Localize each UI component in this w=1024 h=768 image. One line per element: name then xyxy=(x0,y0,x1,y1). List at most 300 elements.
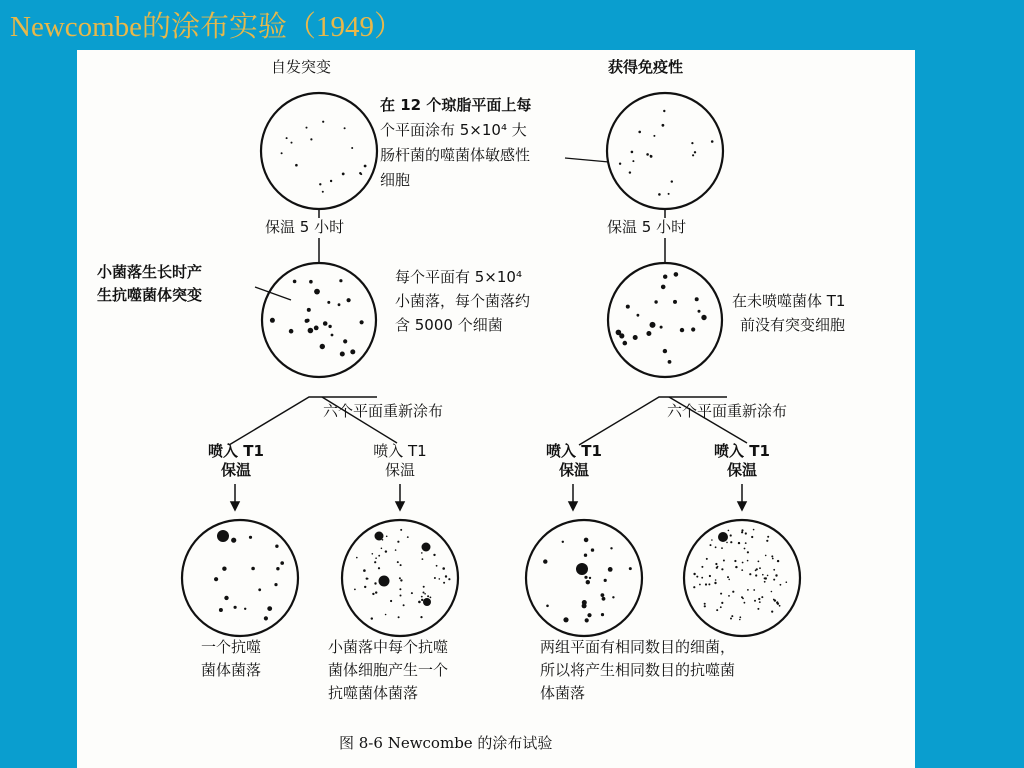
colony-speck xyxy=(715,563,717,565)
colony-speck xyxy=(721,568,723,570)
cell-dot xyxy=(306,127,308,129)
colony-speck xyxy=(608,567,613,572)
microcolony xyxy=(293,280,297,284)
figure-panel xyxy=(77,50,915,768)
colony-speck xyxy=(749,573,751,575)
colony-speck xyxy=(587,613,591,617)
colony-speck xyxy=(705,583,707,585)
colony-speck xyxy=(378,567,380,569)
microcolony xyxy=(673,300,677,304)
cell-dot xyxy=(691,142,693,144)
microcolony xyxy=(663,275,667,279)
cell-dot xyxy=(631,151,634,154)
colony-speck xyxy=(610,547,612,549)
microcolony xyxy=(307,308,311,312)
colony-note-line-2: 小菌落，每个菌落约 xyxy=(395,292,531,310)
colony-speck xyxy=(732,591,734,593)
resistant-colony xyxy=(217,530,229,542)
cell-dot xyxy=(658,193,661,196)
colony-speck xyxy=(727,576,729,578)
colony-speck xyxy=(399,588,401,590)
colony-speck xyxy=(445,575,447,577)
microcolony xyxy=(650,322,656,328)
colony-speck xyxy=(730,541,732,543)
header-acquired-immunity: 获得免疫性 xyxy=(608,58,684,76)
colony-speck xyxy=(767,575,769,577)
colony-speck xyxy=(693,586,695,588)
colony-speck xyxy=(738,542,740,544)
colony-speck xyxy=(728,579,730,581)
colony-speck xyxy=(584,554,587,557)
microcolony xyxy=(328,325,331,328)
colony-speck xyxy=(731,615,733,617)
colony-speck xyxy=(234,606,237,609)
incubate-label-right: 保温 5 小时 xyxy=(607,218,687,236)
colony-speck xyxy=(716,609,718,611)
cell-dot xyxy=(322,121,324,123)
microcolony xyxy=(698,310,701,313)
colony-speck xyxy=(715,579,717,581)
colony-speck xyxy=(366,578,368,580)
cell-dot xyxy=(342,173,345,176)
colony-note-line-3: 含 5000 个细菌 xyxy=(395,316,503,334)
colony-speck xyxy=(381,548,383,550)
colony-speck xyxy=(356,557,358,559)
colony-speck xyxy=(448,578,450,580)
cell-dot xyxy=(351,147,353,149)
plating-note-line-2: 个平面涂布 5×10⁴ 大 xyxy=(380,121,527,139)
colony-speck xyxy=(710,544,712,546)
colony-speck xyxy=(629,567,632,570)
colony-speck xyxy=(786,581,788,583)
colony-speck xyxy=(747,589,749,591)
colony-speck xyxy=(774,599,776,601)
colony-speck xyxy=(777,603,779,605)
colony-speck xyxy=(720,593,722,595)
colony-speck xyxy=(264,616,268,620)
microcolony xyxy=(343,339,347,343)
microcolony xyxy=(680,328,684,332)
cell-dot xyxy=(629,171,631,173)
colony-speck xyxy=(701,577,703,579)
colony-speck xyxy=(773,569,775,571)
microcolony xyxy=(633,335,638,340)
result-one-line-2: 菌体菌落 xyxy=(201,661,262,679)
colony-speck xyxy=(244,608,246,610)
resistant-colony xyxy=(576,563,588,575)
colony-speck xyxy=(757,608,759,610)
colony-speck xyxy=(397,561,399,563)
colony-speck xyxy=(765,577,767,579)
microcolony xyxy=(320,344,325,349)
colony-speck xyxy=(739,619,741,621)
cell-dot xyxy=(694,151,696,153)
colony-speck xyxy=(726,542,728,544)
colony-speck xyxy=(372,593,374,595)
colony-speck xyxy=(753,589,755,591)
colony-speck xyxy=(766,540,768,542)
colony-speck xyxy=(751,536,753,538)
colony-speck xyxy=(222,567,226,571)
colony-speck xyxy=(771,591,773,593)
result-same-line-3: 体菌落 xyxy=(540,684,586,702)
cell-dot xyxy=(646,153,649,156)
colony-speck xyxy=(780,584,782,586)
colony-speck xyxy=(704,603,706,605)
colony-speck xyxy=(742,562,744,564)
colony-speck xyxy=(397,541,399,543)
spray-label-1-line-2: 保温 xyxy=(220,461,251,479)
colony-speck xyxy=(772,558,774,560)
result-many-line-1: 小菌落中每个抗噬 xyxy=(328,638,449,656)
colony-speck xyxy=(374,582,376,584)
slide-title: Newcombe的涂布实验（1949） xyxy=(10,11,404,43)
colony-speck xyxy=(403,604,405,606)
cell-dot xyxy=(653,135,655,137)
colony-speck xyxy=(249,536,252,539)
note-connector xyxy=(565,158,609,162)
mutant-note-line-2: 生抗噬菌体突变 xyxy=(97,286,203,304)
colony-speck xyxy=(421,552,423,554)
spray-label-2-line-2: 保温 xyxy=(384,461,415,479)
colony-speck xyxy=(734,560,736,562)
spray-label-4-line-1: 喷入 T1 xyxy=(714,442,770,460)
resistant-colony xyxy=(422,543,431,552)
colony-speck xyxy=(741,596,743,598)
colony-speck xyxy=(224,596,228,600)
colony-speck xyxy=(371,617,373,619)
dish-bottom-3 xyxy=(526,520,642,636)
microcolony xyxy=(339,279,342,282)
microcolony xyxy=(668,360,672,364)
cell-dot xyxy=(330,180,332,182)
colony-speck xyxy=(399,577,401,579)
colony-speck xyxy=(591,548,594,551)
microcolony xyxy=(314,326,319,331)
colony-speck xyxy=(756,568,758,570)
colony-speck xyxy=(374,561,376,563)
colony-speck xyxy=(546,605,549,608)
colony-speck xyxy=(214,577,218,581)
microcolony xyxy=(674,272,679,277)
microcolony xyxy=(338,303,341,306)
colony-speck xyxy=(251,567,255,571)
mutant-pointer xyxy=(255,287,291,300)
colony-speck xyxy=(704,605,706,607)
colony-speck xyxy=(717,566,719,568)
microcolony xyxy=(327,301,330,304)
microcolony xyxy=(654,300,657,303)
colony-speck xyxy=(708,583,710,585)
colony-speck xyxy=(779,605,781,607)
spray-label-3 xyxy=(543,442,605,480)
colony-speck xyxy=(764,581,766,583)
colony-speck xyxy=(364,586,366,588)
result-same-line-2: 所以将产生相同数目的抗噬菌 xyxy=(540,661,736,679)
spray-arrows xyxy=(231,484,746,510)
colony-speck xyxy=(741,569,743,571)
cell-dot xyxy=(360,173,362,175)
colony-speck xyxy=(699,584,701,586)
result-same-line-1: 两组平面有相同数目的细菌， xyxy=(540,638,736,656)
replate-label-right: 六个平面重新涂布 xyxy=(667,402,788,420)
colony-speck xyxy=(274,583,277,586)
colony-speck xyxy=(762,574,764,576)
colony-speck xyxy=(424,593,426,595)
colony-speck xyxy=(745,532,747,534)
colony-speck xyxy=(706,558,708,560)
colony-speck xyxy=(372,553,374,555)
colony-speck xyxy=(582,603,587,608)
resistant-colony xyxy=(375,532,384,541)
colony-speck xyxy=(219,608,223,612)
cell-dot xyxy=(668,193,670,195)
colony-note-line-1: 每个平面有 5×10⁴ xyxy=(395,268,522,286)
colony-speck xyxy=(385,550,387,552)
cell-dot xyxy=(322,191,324,193)
microcolony xyxy=(314,289,320,295)
cell-dot xyxy=(364,165,367,168)
incubate-label-left: 保温 5 小时 xyxy=(265,218,345,236)
colony-speck xyxy=(744,548,746,550)
microcolony xyxy=(289,329,294,334)
cell-dot xyxy=(650,155,653,158)
microcolony xyxy=(305,319,309,323)
colony-speck xyxy=(420,616,422,618)
resistant-colony xyxy=(379,576,390,587)
header-spontaneous-mutation: 自发突变 xyxy=(271,58,332,76)
colony-speck xyxy=(759,601,761,603)
microcolony xyxy=(660,326,663,329)
colony-speck xyxy=(390,600,392,602)
mutant-note-line-1: 小菌落生长时产 xyxy=(97,263,203,281)
colony-speck xyxy=(744,602,746,604)
colony-speck xyxy=(714,582,716,584)
microcolony xyxy=(646,331,651,336)
colony-speck xyxy=(423,586,425,588)
microcolony xyxy=(360,320,364,324)
colony-speck xyxy=(730,534,732,536)
colony-speck xyxy=(400,564,402,566)
microcolony xyxy=(350,349,355,354)
microcolony xyxy=(347,298,351,302)
colony-speck xyxy=(741,531,743,533)
spray-label-4 xyxy=(711,442,773,480)
colony-speck xyxy=(421,596,423,598)
colony-speck xyxy=(427,595,429,597)
spray-label-3-line-2: 保温 xyxy=(558,461,589,479)
colony-speck xyxy=(386,536,388,538)
colony-speck xyxy=(375,557,377,559)
colony-speck xyxy=(759,567,761,569)
colony-speck xyxy=(430,597,432,599)
colony-speck xyxy=(585,618,589,622)
cell-dot xyxy=(619,163,621,165)
colony-speck xyxy=(407,536,409,538)
colony-speck xyxy=(709,575,711,577)
colony-speck xyxy=(735,566,737,568)
colony-speck xyxy=(720,606,722,608)
colony-speck xyxy=(543,559,547,563)
cell-dot xyxy=(344,127,346,129)
microcolony xyxy=(691,327,695,331)
cell-dot xyxy=(671,180,673,182)
colony-speck xyxy=(280,561,284,565)
colony-speck xyxy=(761,596,763,598)
colony-speck xyxy=(771,555,773,557)
colony-speck xyxy=(601,613,604,616)
colony-speck xyxy=(711,539,713,541)
result-many-line-3: 抗噬菌体菌落 xyxy=(328,684,419,702)
colony-speck xyxy=(584,576,587,579)
plating-note-line-3: 肠杆菌的噬菌体敏感性 xyxy=(380,146,531,164)
colony-speck xyxy=(777,560,779,562)
result-one-line-1: 一个抗噬 xyxy=(201,638,262,656)
cell-dot xyxy=(291,142,293,144)
colony-speck xyxy=(758,598,760,600)
cell-dot xyxy=(281,152,283,154)
dish-mid-left xyxy=(262,263,376,377)
colony-speck xyxy=(442,567,445,570)
colony-speck xyxy=(443,582,445,584)
spray-label-2 xyxy=(369,442,431,480)
cell-dot xyxy=(310,138,312,140)
colony-speck xyxy=(601,593,605,597)
microcolony xyxy=(695,297,699,301)
figure-caption: 图 8-6 Newcombe 的涂布试验 xyxy=(339,734,553,752)
microcolony xyxy=(270,318,275,323)
spray-label-1-line-1: 喷入 T1 xyxy=(208,442,264,460)
colony-speck xyxy=(741,529,743,531)
colony-speck xyxy=(747,551,749,553)
colony-speck xyxy=(395,549,397,551)
plating-note-line-1: 在 12 个琼脂平面上每 xyxy=(380,96,532,114)
colony-speck xyxy=(231,538,236,543)
colony-speck xyxy=(354,589,356,591)
colony-speck xyxy=(721,602,723,604)
colony-speck xyxy=(378,555,380,557)
colony-speck xyxy=(267,606,272,611)
no-mutant-note-line-2: 前没有突变细胞 xyxy=(740,316,846,334)
colony-speck xyxy=(433,554,435,556)
cell-dot xyxy=(711,140,714,143)
colony-speck xyxy=(767,536,769,538)
microcolony xyxy=(661,285,666,290)
colony-speck xyxy=(398,616,400,618)
colony-speck xyxy=(275,545,278,548)
colony-speck xyxy=(753,529,755,531)
colony-speck xyxy=(589,577,591,579)
colony-speck xyxy=(696,576,698,578)
colony-speck xyxy=(418,601,421,604)
microcolony xyxy=(308,328,314,334)
colony-speck xyxy=(765,555,767,557)
colony-speck xyxy=(562,541,564,543)
colony-speck xyxy=(436,565,438,567)
colony-speck xyxy=(754,600,756,602)
microcolony xyxy=(637,314,640,317)
cell-dot xyxy=(295,164,298,167)
spray-label-3-line-1: 喷入 T1 xyxy=(546,442,602,460)
colony-speck xyxy=(563,617,568,622)
colony-speck xyxy=(701,566,703,568)
colony-speck xyxy=(730,618,732,620)
colony-speck xyxy=(422,558,424,560)
dish-bottom-1 xyxy=(182,520,298,636)
colony-speck xyxy=(604,579,607,582)
cell-dot xyxy=(638,131,641,134)
colony-speck xyxy=(411,592,413,594)
cell-dot xyxy=(319,183,321,185)
microcolony xyxy=(323,321,328,326)
colony-speck xyxy=(400,595,402,597)
microcolony xyxy=(626,305,630,309)
colony-speck xyxy=(602,597,606,601)
colony-speck xyxy=(434,577,436,579)
colony-speck xyxy=(747,560,749,562)
dish-top-left xyxy=(261,93,377,209)
colony-speck xyxy=(400,529,402,531)
cell-dot xyxy=(662,124,665,127)
colony-speck xyxy=(423,592,425,594)
microcolony xyxy=(663,349,667,353)
colony-speck xyxy=(400,579,402,581)
colony-speck xyxy=(728,530,730,532)
colony-speck xyxy=(586,580,590,584)
colony-speck xyxy=(773,579,775,581)
resistant-colony xyxy=(718,532,728,542)
colony-speck xyxy=(385,614,387,616)
colony-speck xyxy=(375,591,377,593)
colony-speck xyxy=(739,616,741,618)
colony-speck xyxy=(715,546,717,548)
colony-speck xyxy=(745,542,747,544)
spray-label-4-line-2: 保温 xyxy=(726,461,757,479)
replate-label-left: 六个平面重新涂布 xyxy=(323,402,444,420)
microcolony xyxy=(623,341,628,346)
colony-speck xyxy=(755,574,757,576)
microcolony xyxy=(619,333,624,338)
colony-speck xyxy=(728,595,730,597)
colony-speck xyxy=(258,588,261,591)
colony-speck xyxy=(723,560,725,562)
colony-speck xyxy=(439,578,441,580)
colony-speck xyxy=(693,573,695,575)
microcolony xyxy=(309,280,313,284)
cell-dot xyxy=(286,137,288,139)
resistant-colony xyxy=(423,598,431,606)
microcolony xyxy=(331,334,334,337)
colony-speck xyxy=(421,599,423,601)
plating-note-line-4: 细胞 xyxy=(380,171,411,189)
colony-speck xyxy=(276,567,279,570)
cell-dot xyxy=(692,154,694,156)
colony-speck xyxy=(775,574,777,576)
cell-dot xyxy=(663,110,665,112)
cell-dot xyxy=(632,160,634,162)
microcolony xyxy=(703,316,706,319)
colony-speck xyxy=(584,538,589,543)
no-mutant-note-line-1: 在未喷噬菌体 T1 xyxy=(732,292,846,310)
microcolony xyxy=(340,352,345,357)
colony-speck xyxy=(363,569,366,572)
colony-speck xyxy=(771,611,773,613)
spray-label-2-line-1: 喷入 T1 xyxy=(373,442,427,460)
colony-speck xyxy=(612,596,614,598)
spray-label-1 xyxy=(205,442,267,480)
colony-speck xyxy=(721,547,723,549)
colony-speck xyxy=(758,561,760,563)
